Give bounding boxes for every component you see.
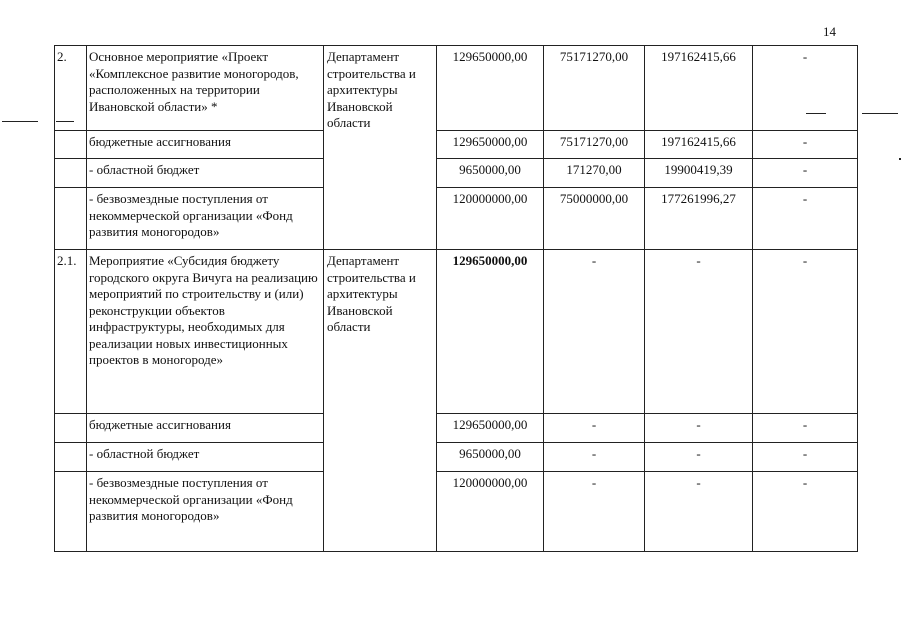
value-cell: - [753,250,858,414]
value-cell: - [753,159,858,188]
row-executor: Департамент строительства и архитектуры Ивановской области [324,250,437,552]
table-row [55,250,858,414]
empty-cell [55,131,87,159]
margin-dot [899,158,901,160]
value-cell: 197162415,66 [645,46,753,131]
value-cell: 129650000,00 [437,414,544,443]
value-cell: 9650000,00 [437,159,544,188]
row-number: 2.1. [55,250,87,414]
table-row [55,131,858,159]
value-cell: 129650000,00 [437,46,544,131]
value-cell: - [544,414,645,443]
value-cell: - [753,443,858,472]
value-cell: 129650000,00 [437,250,544,414]
page-number: 14 [823,24,836,39]
empty-cell [55,443,87,472]
margin-mark [56,121,74,122]
margin-mark [806,113,826,114]
value-cell: - [645,414,753,443]
value-cell: - [544,472,645,552]
table-row [55,159,858,188]
value-cell: 171270,00 [544,159,645,188]
table-row [55,46,858,131]
value-cell: - [753,472,858,552]
row-number: 2. [55,46,87,131]
row-description: бюджетные ассигнования [87,414,324,443]
table-row [55,414,858,443]
table-row [55,443,858,472]
value-cell: - [544,250,645,414]
row-description: - безвозмездные поступления от некоммерческой организации «Фонд развития моногородов» [87,472,324,552]
value-cell: 197162415,66 [645,131,753,159]
table-row [55,472,858,552]
value-cell: 120000000,00 [437,188,544,250]
value-cell: 75000000,00 [544,188,645,250]
row-description: Мероприятие «Субсидия бюджету городского округа Вичуга на реализацию мероприятий по строительству и (или) реконструкции объектов инфраструктуры, необходимых для реализации новых инвестиционных проектов в моногороде» [87,250,324,414]
value-cell: 9650000,00 [437,443,544,472]
value-cell: 75171270,00 [544,131,645,159]
value-cell: - [753,131,858,159]
value-cell: 177261996,27 [645,188,753,250]
value-cell: 75171270,00 [544,46,645,131]
value-cell: 19900419,39 [645,159,753,188]
row-description: - безвозмездные поступления от некоммерческой организации «Фонд развития моногородов» [87,188,324,250]
empty-cell [55,188,87,250]
margin-mark [2,121,38,122]
row-description: - областной бюджет [87,159,324,188]
value-cell: - [645,472,753,552]
value-cell: 120000000,00 [437,472,544,552]
value-cell: - [544,443,645,472]
value-cell: 129650000,00 [437,131,544,159]
empty-cell [55,414,87,443]
program-financing-table [54,45,858,552]
row-description: - областной бюджет [87,443,324,472]
margin-mark [862,113,898,114]
value-cell: - [645,250,753,414]
row-description: бюджетные ассигнования [87,131,324,159]
row-executor: Департамент строительства и архитектуры Ивановской области [324,46,437,250]
value-cell: - [645,443,753,472]
row-description: Основное мероприятие «Проект «Комплексное развитие моногородов, расположенных на территории Ивановской области» * [87,46,324,131]
value-cell: - [753,188,858,250]
table-row [55,188,858,250]
empty-cell [55,472,87,552]
value-cell: - [753,414,858,443]
empty-cell [55,159,87,188]
value-cell: - [753,46,858,131]
